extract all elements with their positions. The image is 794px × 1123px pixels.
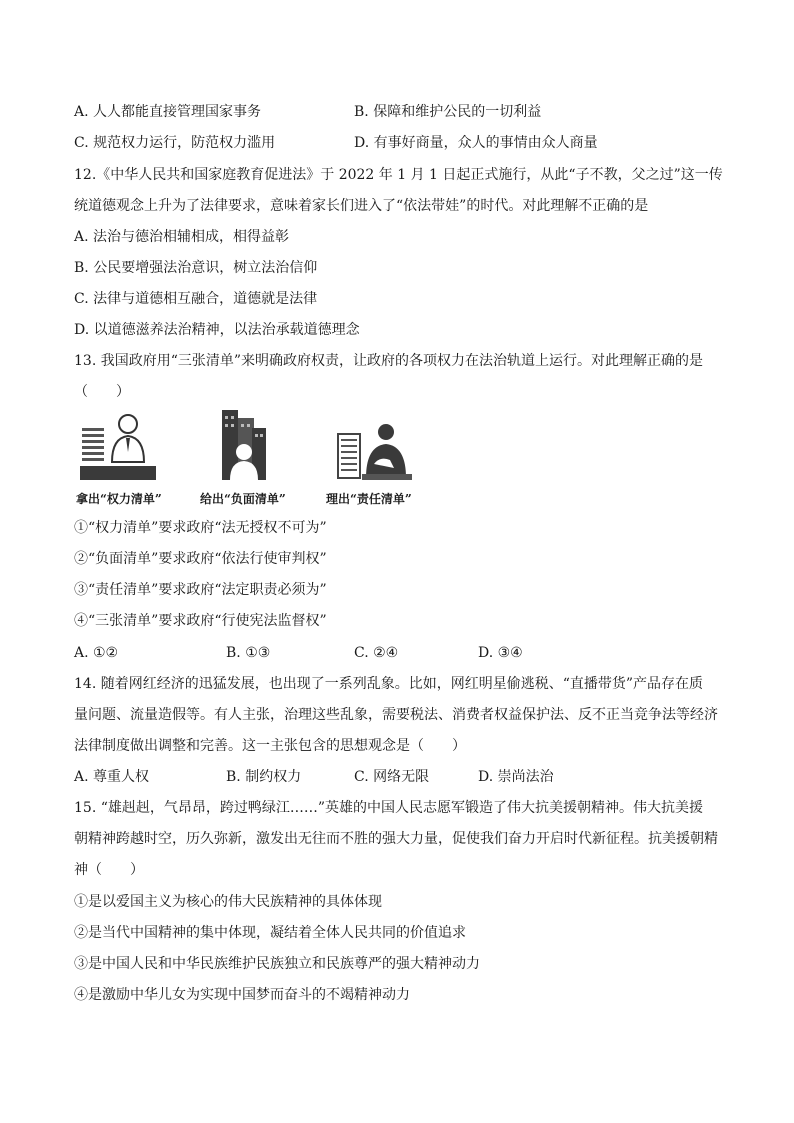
q14-stem-line-1: 14. 随着网红经济的迅猛发展，也出现了一系列乱象。比如，网红明星偷逃税、“直播带货”产品存在质 (74, 676, 704, 692)
q13-statement-1: ①“权力清单”要求政府“法无授权不可为” (74, 520, 327, 536)
caption-negative-list: 给出“负面清单” (200, 492, 286, 506)
q15-statement-2: ②是当代中国精神的集中体现，凝结着全体人民共同的价值追求 (74, 925, 466, 941)
q14-option-d: D. 崇尚法治 (478, 769, 554, 785)
q15-statement-4: ④是激励中华儿女为实现中国梦而奋斗的不竭精神动力 (74, 987, 410, 1003)
responsibility-list-illustration (334, 408, 414, 484)
q13-statement-2: ②“负面清单”要求政府“依法行使审判权” (74, 551, 327, 567)
q13-option-b: B. ①③ (226, 645, 271, 661)
q12-stem-line-2: 统道德观念上升为了法律要求，意味着家长们进入了“依法带娃”的时代。对此理解不正确的是 (74, 198, 649, 214)
q15-stem-line-2: 朝精神跨越时空，历久弥新，激发出无往而不胜的强大力量，促使我们奋力开启时代新征程。抗美援朝精 (74, 831, 718, 847)
q11-option-b: B. 保障和维护公民的一切利益 (354, 104, 542, 120)
q15-statement-3: ③是中国人民和中华民族维护民族独立和民族尊严的强大精神动力 (74, 956, 480, 972)
q13-three-lists-figure (72, 408, 432, 512)
negative-list-illustration (212, 408, 276, 484)
q11-option-a: A. 人人都能直接管理国家事务 (74, 104, 262, 120)
q13-stem-line-2: （ ） (74, 384, 130, 400)
q13-statement-3: ③“责任清单”要求政府“法定职责必须为” (74, 582, 327, 598)
q13-option-a: A. ①② (74, 645, 119, 661)
q14-option-c: C. 网络无限 (354, 769, 430, 785)
power-list-illustration (80, 408, 160, 484)
q11-option-d: D. 有事好商量，众人的事情由众人商量 (354, 135, 598, 151)
q12-option-b: B. 公民要增强法治意识，树立法治信仰 (74, 260, 318, 276)
q13-stem-line-1: 13. 我国政府用“三张清单”来明确政府权责，让政府的各项权力在法治轨道上运行。对此理解正确的是 (74, 353, 704, 369)
caption-responsibility-list: 理出“责任清单” (326, 492, 412, 506)
q13-statement-4: ④“三张清单”要求政府“行使宪法监督权” (74, 613, 327, 629)
q12-option-d: D. 以道德滋养法治精神，以法治承载道德理念 (74, 322, 360, 338)
q12-stem-line-1: 12.《中华人民共和国家庭教育促进法》于 2022 年 1 月 1 日起正式施行，从此“子不教，父之过”这一传 (74, 167, 723, 183)
q12-option-a: A. 法治与德治相辅相成，相得益彰 (74, 229, 290, 245)
q15-stem-line-3: 神（ ） (74, 862, 144, 878)
q15-stem-line-1: 15. “雄赳赳，气昂昂，跨过鸭绿江……”英雄的中国人民志愿军锻造了伟大抗美援朝精神。伟大抗美援 (74, 800, 704, 816)
q14-option-b: B. 制约权力 (226, 769, 302, 785)
caption-power-list: 拿出“权力清单” (76, 492, 162, 506)
q13-option-c: C. ②④ (354, 645, 399, 661)
q13-option-d: D. ③④ (478, 645, 523, 661)
q14-stem-line-2: 量问题、流量造假等。有人主张，治理这些乱象，需要税法、消费者权益保护法、反不正当竞争法等经济 (74, 707, 718, 723)
q14-stem-line-3: 法律制度做出调整和完善。这一主张包含的思想观念是（ ） (74, 738, 466, 754)
q14-option-a: A. 尊重人权 (74, 769, 150, 785)
q12-option-c: C. 法律与道德相互融合，道德就是法律 (74, 291, 318, 307)
q15-statement-1: ①是以爱国主义为核心的伟大民族精神的具体体现 (74, 894, 382, 910)
q11-option-c: C. 规范权力运行，防范权力滥用 (74, 135, 276, 151)
